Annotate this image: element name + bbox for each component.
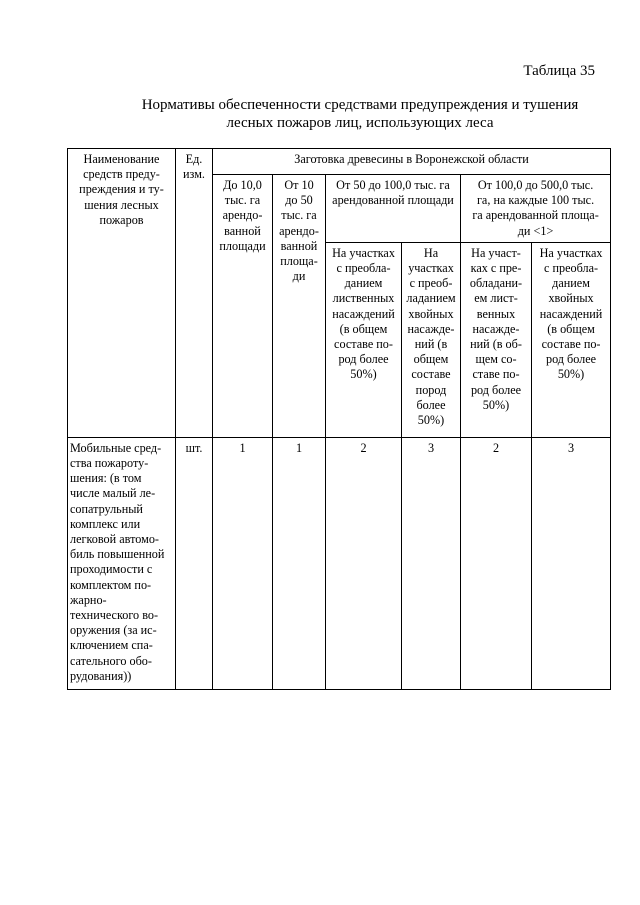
document-title-line-2: лесных пожаров лиц, использующих леса <box>226 115 494 131</box>
row-unit: шт. <box>176 437 213 689</box>
row-value-up-to-10: 1 <box>213 437 273 689</box>
row-name: Мобильные сред- ства пожароту- шения: (в том числе малый ле- сопатрульный комплекс или легковой автомо- биль повышенной проходимости с комплектом по- жарно- технического во- оружения (за ис- ключением спа- сательного обо- рудования)) <box>68 437 176 689</box>
row-value-50-100-coniferous: 3 <box>402 437 461 689</box>
header-unit: Ед. изм. <box>176 149 213 438</box>
header-50-100-deciduous: На участках с преобла- данием лиственных насаждений (в общем составе по- род более 50%) <box>326 242 402 437</box>
document-title-line-1: Нормативы обеспеченности средствами предупреждения и тушения <box>141 97 579 113</box>
table-row <box>68 437 611 689</box>
row-value-100-500-coniferous: 3 <box>532 437 611 689</box>
row-value-10-to-50: 1 <box>273 437 326 689</box>
header-group: Заготовка древесины в Воронежской области <box>213 149 611 175</box>
header-name: Наименование средств преду- преждения и ту- шения лесных пожаров <box>68 149 176 438</box>
header-100-500-deciduous: На участ- ках с пре- обладани- ем лист- венных насажде- ний (в об- щем со- ставе по- род более 50%) <box>461 242 532 437</box>
header-100-500-coniferous: На участках с преобла- данием хвойных насаждений (в общем составе по- род более 50%) <box>532 242 611 437</box>
row-value-50-100-deciduous: 2 <box>326 437 402 689</box>
header-50-to-100: От 50 до 100,0 тыс. га арендованной площади <box>326 175 461 243</box>
header-100-to-500: От 100,0 до 500,0 тыс. га, на каждые 100 тыс. га арендованной площа- ди <1> <box>461 175 611 243</box>
header-10-to-50: От 10 до 50 тыс. га арендо- ванной площа- ди <box>273 175 326 438</box>
table-number: Таблица 35 <box>523 63 595 79</box>
header-50-100-coniferous: На участках с преоб- ладанием хвойных насажде- ний (в общем составе пород более 50%) <box>402 242 461 437</box>
header-up-to-10: До 10,0 тыс. га арендо- ванной площади <box>213 175 273 438</box>
document-title <box>100 96 620 132</box>
header-row-1 <box>68 149 611 175</box>
row-value-100-500-deciduous: 2 <box>461 437 532 689</box>
norms-table <box>67 148 611 690</box>
